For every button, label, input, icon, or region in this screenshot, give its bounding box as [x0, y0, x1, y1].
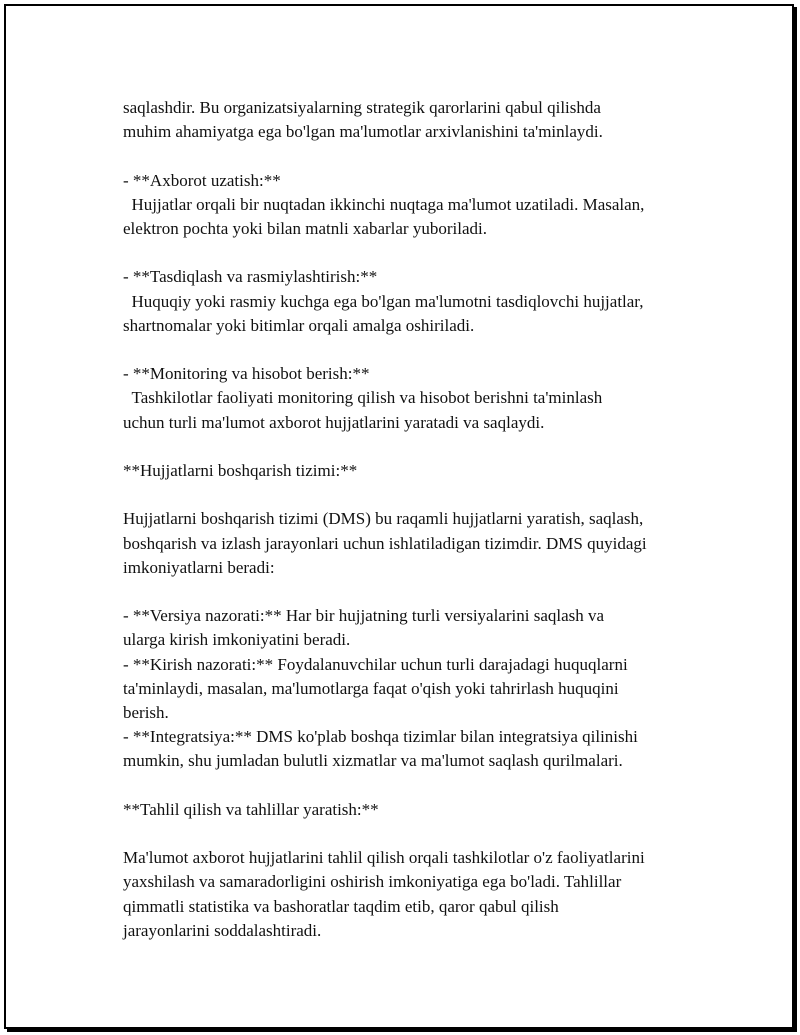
paragraph-spacer: [119, 241, 719, 265]
paragraph-dms-intro: Hujjatlarni boshqarish tizimi (DMS) bu raqamli hujjatlarni yaratish, saqlash, boshqarish va izlash jarayonlari uchun ishlatiladigan tizimdir. DMS quyidagi imkoniyatlarni beradi:: [123, 509, 647, 577]
heading-analysis: **Tahlil qilish va tahlillar yaratish:**: [123, 799, 379, 819]
paragraph-spacer: [119, 144, 719, 168]
page-frame: [4, 4, 794, 1029]
heading-dms: **Hujjatlarni boshqarish tizimi:**: [123, 460, 358, 480]
paragraph-analysis: Ma'lumot axborot hujjatlarini tahlil qilish orqali tashkilotlar o'z faoliyatlarini yaxshilash va samaradorligini oshirish imkoniyatiga ega bo'ladi. Tahlillar qimmatli statistika va bashoratlar taqdim etib, qaror qabul qilish jarayonlarini soddalashtiradi.: [123, 848, 645, 940]
paragraph-archive: saqlashdir. Bu organizatsiyalarning strategik qarorlarini qabul qilishda muhim ahamiyatga ega bo'lgan ma'lumotlar arxivlanishini ta'minlaydi.: [123, 98, 603, 142]
list-dms-features: - **Versiya nazorati:** Har bir hujjatning turli versiyalarini saqlash va ularga kirish imkoniyatini beradi. - **Kirish nazorati:** Foydalanuvchilar uchun turli darajadagi huquqlarni ta'minlaydi, masalan, ma'lumotlarga faqat o'qish yoki tahrirlash huquqini berish. - **Integratsiya:** DMS ko'plab boshqa tizimlar bilan integratsiya qilinishi mumkin, shu jumladan bulutli xizmatlar va ma'lumot saqlash qurilmalari.: [123, 606, 638, 771]
document-body: [119, 96, 719, 943]
paragraph-spacer: [119, 435, 719, 459]
paragraph-spacer: [119, 774, 719, 798]
paragraph-confirmation: - **Tasdiqlash va rasmiylashtirish:** Huquqiy yoki rasmiy kuchga ega bo'lgan ma'lumotni tasdiqlovchi hujjatlar, shartnomalar yoki bitimlar orqali amalga oshiriladi.: [123, 267, 644, 335]
paragraph-info-transfer: - **Axborot uzatish:** Hujjatlar orqali bir nuqtadan ikkinchi nuqtaga ma'lumot uzatiladi. Masalan, elektron pochta yoki bilan matnli xabarlar yuboriladi.: [123, 170, 645, 238]
paragraph-spacer: [119, 580, 719, 604]
paragraph-spacer: [119, 338, 719, 362]
paragraph-monitoring: - **Monitoring va hisobot berish:** Tashkilotlar faoliyati monitoring qilish va hisobot berishni ta'minlash uchun turli ma'lumot axborot hujjatlarini yaratadi va saqlaydi.: [123, 364, 603, 432]
paragraph-spacer: [119, 483, 719, 507]
paragraph-spacer: [119, 822, 719, 846]
